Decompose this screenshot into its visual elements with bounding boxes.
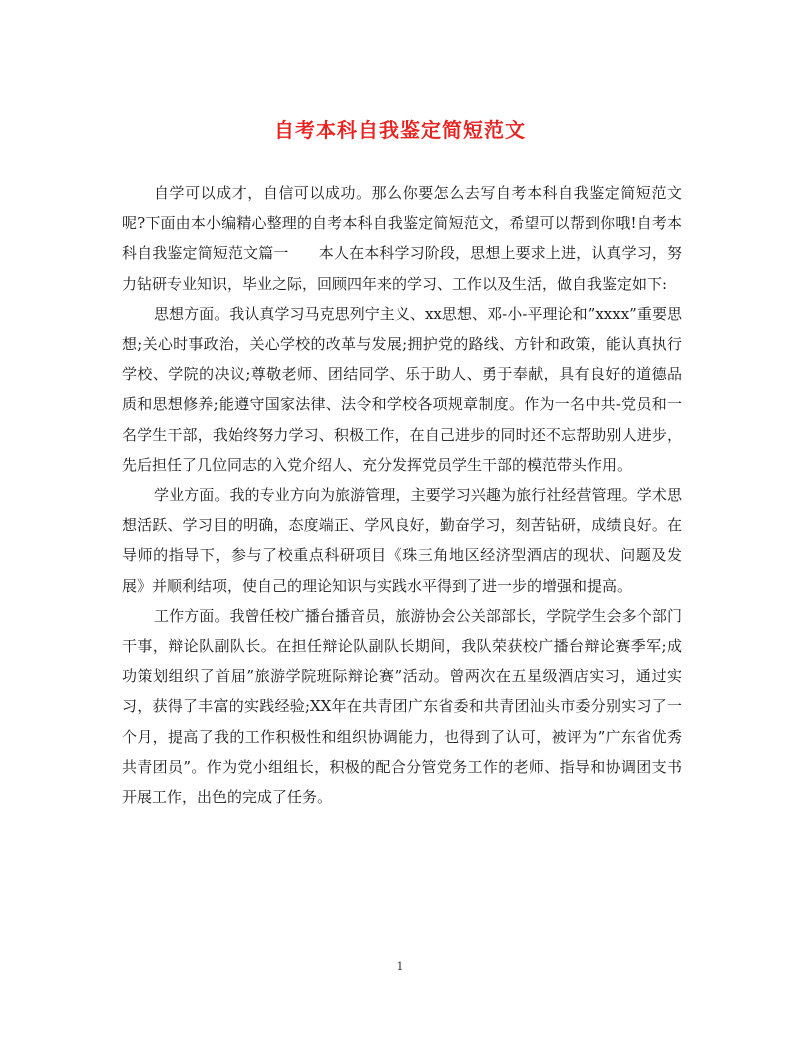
page-number: 1 bbox=[396, 960, 404, 973]
paragraph-work: 工作方面。我曾任校广播台播音员，旅游协会公关部部长，学院学生会多个部门干事，辩论队副队长。在担任辩论队副队长期间，我队荣获校广播台辩论赛季军;成功策划组织了首届”旅游学院班际辩论赛”活动。曾两次在五星级酒店实习，通过实习，获得了丰富的实践经验;XX年在共青团广东省委和共青团汕头市委分别实习了一个月，提高了我的工作积极性和组织协调能力，也得到了认可，被评为”广东省优秀共青团员”。作为党小组组长，积极的配合分管党务工作的老师、指导和协调团支书开展工作，出色的完成了任务。 bbox=[122, 606, 682, 807]
paragraph-academics: 学业方面。我的专业方向为旅游管理，主要学习兴趣为旅行社经营管理。学术思想活跃、学习目的明确，态度端正、学风良好，勤奋学习，刻苦钻研，成绩良好。在导师的指导下，参与了校重点科研项目《珠三角地区经济型酒店的现状、问题及发展》并顺利结项，使自己的理论知识与实践水平得到了进一步的增强和提高。 bbox=[122, 486, 682, 595]
paragraph-ideology: 思想方面。我认真学习马克思列宁主义、xx思想、邓-小-平理论和”xxxx”重要思想;关心时事政治，关心学校的改革与发展;拥护党的路线、方针和政策，能认真执行学校、学院的决议;尊敬老师、团结同学、乐于助人、勇于奉献，具有良好的道德品质和思想修养;能遵守国家法律、法令和学校各项规章制度。作为一名中共-党员和一名学生干部，我始终努力学习、积极工作，在自己进步的同时还不忘帮助别人进步，先后担任了几位同志的入党介绍人、充分发挥党员学生干部的模范带头作用。 bbox=[122, 304, 682, 474]
paragraph-intro: 自学可以成才，自信可以成功。那么你要怎么去写自考本科自我鉴定简短范文呢?下面由本小编精心整理的自考本科自我鉴定简短范文，希望可以帮到你哦!自考本科自我鉴定简短范文篇一 本人在本科学习阶段，思想上要求上进，认真学习，努力钻研专业知识，毕业之际，回顾四年来的学习、工作以及生活，做自我鉴定如下: bbox=[122, 184, 682, 293]
document-body bbox=[122, 178, 682, 812]
document-title: 自考本科自我鉴定简短范文 bbox=[274, 118, 526, 142]
